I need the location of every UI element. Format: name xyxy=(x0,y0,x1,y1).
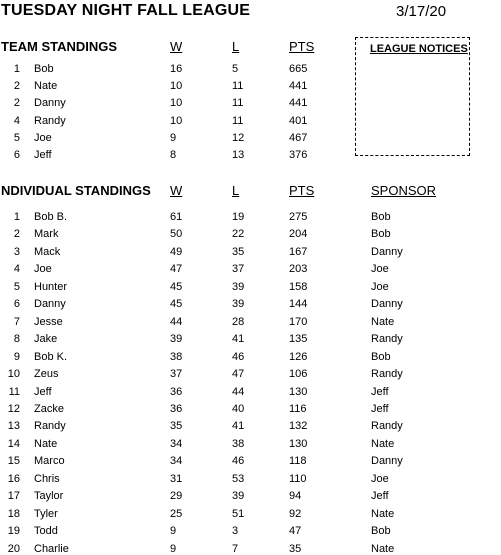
individual-row-name: Taylor xyxy=(34,490,64,503)
individual-row-rank: 13 xyxy=(7,420,20,433)
individual-row-points: 167 xyxy=(289,245,308,258)
individual-row-sponsor: Bob xyxy=(371,525,391,538)
team-row-rank: 2 xyxy=(13,80,20,93)
individual-row-sponsor: Joe xyxy=(371,472,389,485)
individual-row-points: 130 xyxy=(289,385,308,398)
individual-row-sponsor: Jeff xyxy=(371,402,389,415)
report-date: 3/17/20 xyxy=(396,3,447,20)
individual-row-sponsor: Nate xyxy=(371,315,395,328)
team-row-rank: 2 xyxy=(13,97,20,110)
individual-row-points: 135 xyxy=(289,333,308,346)
individual-row-points: 170 xyxy=(289,315,308,328)
individual-row-rank: 16 xyxy=(7,472,20,485)
individual-row-points: 110 xyxy=(289,472,307,485)
individual-row-wins: 37 xyxy=(170,368,183,381)
individual-row-name: Randy xyxy=(34,420,66,433)
individual-row-losses: 39 xyxy=(232,490,245,503)
individual-row-points: 130 xyxy=(289,437,308,450)
individual-row-wins: 31 xyxy=(170,472,183,485)
team-row-losses: 11 xyxy=(232,114,244,127)
individual-row-name: Jake xyxy=(34,333,58,346)
team-row-points: 441 xyxy=(289,80,308,93)
individual-row-losses: 44 xyxy=(232,385,245,398)
individual-row-points: 116 xyxy=(289,402,307,415)
individual-row-points: 106 xyxy=(289,368,308,381)
individual-row-sponsor: Bob xyxy=(371,350,391,363)
page-title: TUESDAY NIGHT FALL LEAGUE xyxy=(1,2,251,19)
individual-row-sponsor: Randy xyxy=(371,368,403,381)
individual-row-name: Marco xyxy=(34,455,65,468)
individual-row-name: Nate xyxy=(34,437,58,450)
individual-row-losses: 37 xyxy=(232,263,245,276)
individual-row-name: Zacke xyxy=(34,402,64,415)
individual-row-losses: 41 xyxy=(232,333,245,346)
team-row-name: Randy xyxy=(34,114,66,127)
individual-row-wins: 36 xyxy=(170,402,183,415)
team-row-wins: 9 xyxy=(170,131,177,144)
individual-row-points: 94 xyxy=(289,490,302,503)
team-col-w: W xyxy=(170,39,183,54)
individual-row-points: 118 xyxy=(289,455,307,468)
individual-row-name: Jeff xyxy=(34,385,52,398)
team-row-name: Jeff xyxy=(34,149,52,161)
individual-row-wins: 34 xyxy=(170,437,183,450)
individual-row-sponsor: Bob xyxy=(371,211,391,223)
individual-row-name: Todd xyxy=(34,525,58,538)
team-row-wins: 16 xyxy=(170,63,183,75)
individual-row-name: Bob B. xyxy=(34,211,68,223)
individual-row-rank: 12 xyxy=(7,402,20,415)
individual-row-losses: 51 xyxy=(232,507,245,520)
individual-col-l: L xyxy=(232,183,240,198)
individual-row-rank: 7 xyxy=(13,315,20,328)
team-row-points: 376 xyxy=(289,149,308,161)
individual-row-points: 47 xyxy=(289,525,302,538)
individual-row-rank: 19 xyxy=(7,525,20,538)
individual-row-losses: 28 xyxy=(232,315,245,328)
team-row-points: 441 xyxy=(289,97,308,110)
individual-row-points: 92 xyxy=(289,507,302,520)
individual-row-rank: 9 xyxy=(13,350,20,363)
individual-row-wins: 39 xyxy=(170,333,183,346)
individual-row-losses: 41 xyxy=(232,420,245,433)
individual-row-wins: 34 xyxy=(170,455,183,468)
individual-row-losses: 47 xyxy=(232,368,245,381)
individual-row-name: Charlie xyxy=(34,542,69,555)
individual-row-losses: 39 xyxy=(232,298,245,311)
individual-row-points: 275 xyxy=(289,211,308,223)
team-standings-title: TEAM STANDINGS xyxy=(1,39,118,54)
individual-row-wins: 35 xyxy=(170,420,183,433)
individual-row-sponsor: Nate xyxy=(371,507,395,520)
individual-row-wins: 36 xyxy=(170,385,183,398)
individual-row-losses: 39 xyxy=(232,280,245,293)
individual-row-wins: 29 xyxy=(170,490,183,503)
individual-row-rank: 11 xyxy=(8,385,20,398)
individual-col-sponsor: SPONSOR xyxy=(371,183,437,198)
individual-row-sponsor: Joe xyxy=(371,280,389,293)
individual-row-rank: 6 xyxy=(13,298,20,311)
individual-row-name: Mack xyxy=(34,245,61,258)
individual-row-sponsor: Jeff xyxy=(371,385,389,398)
team-row-points: 665 xyxy=(289,63,308,75)
team-row-points: 467 xyxy=(289,131,308,144)
individual-row-sponsor: Danny xyxy=(371,245,403,258)
team-row-points: 401 xyxy=(289,114,308,127)
team-row-losses: 11 xyxy=(232,80,244,93)
individual-row-rank: 17 xyxy=(7,490,20,503)
individual-col-w: W xyxy=(170,183,183,198)
individual-row-rank: 5 xyxy=(13,280,20,293)
individual-row-rank: 14 xyxy=(7,437,20,450)
individual-row-wins: 47 xyxy=(170,263,183,276)
individual-row-name: Hunter xyxy=(34,280,68,293)
individual-row-wins: 45 xyxy=(170,298,183,311)
team-row-name: Bob xyxy=(34,63,54,75)
individual-row-wins: 44 xyxy=(170,315,183,328)
individual-row-points: 132 xyxy=(289,420,308,433)
individual-row-wins: 45 xyxy=(170,280,183,293)
individual-row-sponsor: Jeff xyxy=(371,490,389,503)
individual-row-losses: 46 xyxy=(232,350,245,363)
team-row-losses: 5 xyxy=(232,63,239,75)
team-row-rank: 4 xyxy=(13,114,20,127)
team-row-name: Danny xyxy=(34,97,66,110)
team-row-losses: 13 xyxy=(232,149,245,161)
team-row-losses: 12 xyxy=(232,131,245,144)
individual-row-losses: 40 xyxy=(232,402,245,415)
individual-row-rank: 18 xyxy=(7,507,20,520)
individual-row-wins: 25 xyxy=(170,507,183,520)
individual-row-name: Zeus xyxy=(34,368,59,381)
individual-row-points: 126 xyxy=(289,350,308,363)
individual-row-points: 158 xyxy=(289,280,308,293)
individual-row-losses: 35 xyxy=(232,245,245,258)
individual-row-losses: 22 xyxy=(232,228,245,241)
team-row-losses: 11 xyxy=(232,97,244,110)
league-notices-box xyxy=(355,37,470,156)
individual-row-name: Tyler xyxy=(34,507,58,520)
individual-row-name: Joe xyxy=(34,263,52,276)
team-col-l: L xyxy=(232,39,240,54)
individual-row-rank: 2 xyxy=(13,228,20,241)
individual-row-losses: 38 xyxy=(232,437,245,450)
individual-row-sponsor: Nate xyxy=(371,542,395,555)
individual-row-sponsor: Danny xyxy=(371,455,403,468)
team-row-wins: 10 xyxy=(170,80,183,93)
team-row-wins: 8 xyxy=(170,149,177,161)
individual-row-rank: 10 xyxy=(7,368,20,381)
individual-row-name: Chris xyxy=(34,472,60,485)
individual-row-name: Mark xyxy=(34,228,59,241)
individual-row-losses: 46 xyxy=(232,455,245,468)
individual-row-points: 144 xyxy=(289,298,308,311)
team-row-rank: 1 xyxy=(13,63,20,75)
individual-row-rank: 4 xyxy=(13,263,20,276)
individual-standings-title: NDIVIDUAL STANDINGS xyxy=(1,183,151,198)
team-col-pts: PTS xyxy=(289,39,315,54)
individual-row-sponsor: Randy xyxy=(371,420,403,433)
individual-row-rank: 8 xyxy=(13,333,20,346)
individual-row-name: Jesse xyxy=(34,315,63,328)
individual-row-wins: 38 xyxy=(170,350,183,363)
individual-row-sponsor: Joe xyxy=(371,263,389,276)
individual-row-name: Danny xyxy=(34,298,66,311)
team-row-name: Joe xyxy=(34,131,52,144)
league-notices-title: LEAGUE NOTICES xyxy=(370,43,468,55)
individual-row-losses: 7 xyxy=(232,542,239,555)
individual-row-losses: 53 xyxy=(232,472,245,485)
individual-row-points: 204 xyxy=(289,228,308,241)
individual-row-wins: 9 xyxy=(170,542,177,555)
individual-row-rank: 15 xyxy=(7,455,20,468)
individual-row-points: 35 xyxy=(289,542,302,555)
individual-row-losses: 3 xyxy=(232,525,239,538)
individual-row-rank: 20 xyxy=(7,542,20,555)
individual-row-losses: 19 xyxy=(232,211,245,223)
individual-row-rank: 1 xyxy=(13,211,20,223)
individual-row-wins: 61 xyxy=(170,211,183,223)
individual-row-points: 203 xyxy=(289,263,308,276)
team-row-rank: 5 xyxy=(13,131,20,144)
individual-row-wins: 49 xyxy=(170,245,183,258)
team-row-name: Nate xyxy=(34,80,58,93)
individual-row-name: Bob K. xyxy=(34,350,68,363)
team-row-rank: 6 xyxy=(13,149,20,161)
team-row-wins: 10 xyxy=(170,114,183,127)
individual-col-pts: PTS xyxy=(289,183,315,198)
individual-row-sponsor: Randy xyxy=(371,333,403,346)
individual-row-rank: 3 xyxy=(13,245,20,258)
individual-row-sponsor: Bob xyxy=(371,228,391,241)
individual-row-wins: 9 xyxy=(170,525,177,538)
individual-row-sponsor: Nate xyxy=(371,437,395,450)
individual-row-sponsor: Danny xyxy=(371,298,403,311)
individual-row-wins: 50 xyxy=(170,228,183,241)
team-row-wins: 10 xyxy=(170,97,183,110)
